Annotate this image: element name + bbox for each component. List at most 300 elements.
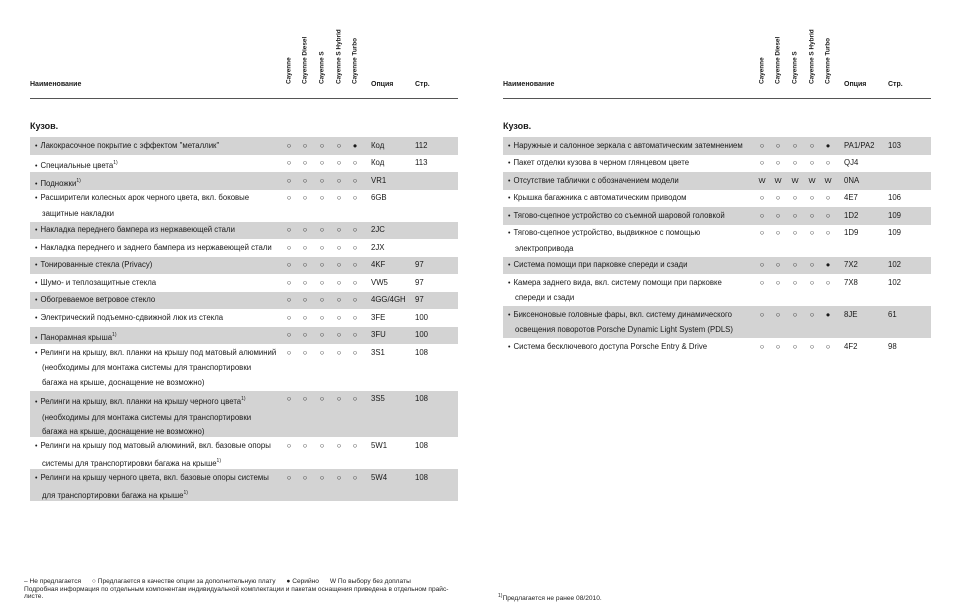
item-name-line bbox=[35, 207, 285, 222]
item-text: Тягово-сцепное устройство, выдвижное с помощью bbox=[513, 228, 701, 237]
item-name-line bbox=[35, 311, 285, 327]
availability-mark: ○ bbox=[352, 394, 358, 403]
availability-mark: ○ bbox=[319, 394, 325, 403]
item-name bbox=[508, 276, 758, 306]
option-code: 2JC bbox=[371, 225, 385, 234]
availability-mark: ○ bbox=[352, 193, 358, 202]
item-name-line bbox=[508, 174, 758, 190]
availability-mark: W bbox=[758, 175, 766, 185]
footnote-ref: 1) bbox=[76, 177, 81, 184]
availability-mark: ○ bbox=[286, 394, 292, 403]
availability-mark: ○ bbox=[286, 440, 292, 450]
availability-mark: ○ bbox=[319, 225, 325, 234]
model-header-cayenne-s: Cayenne S bbox=[791, 51, 799, 84]
item-text: электропривода bbox=[515, 243, 574, 253]
model-header-cayenne-s: Cayenne S bbox=[318, 51, 326, 84]
bullet-icon: • bbox=[35, 297, 38, 304]
bullet-icon: • bbox=[35, 474, 38, 482]
item-text: Наружные и салонное зеркала с автоматическим затемнением bbox=[513, 140, 743, 150]
item-name-line bbox=[508, 323, 758, 338]
availability-mark: ○ bbox=[336, 330, 342, 339]
availability-mark: ○ bbox=[302, 260, 308, 269]
footnote-marker: 1) bbox=[498, 593, 503, 599]
availability-mark: ○ bbox=[792, 158, 798, 167]
option-code: PA1/PA2 bbox=[844, 140, 875, 150]
availability-mark: ○ bbox=[302, 158, 308, 167]
availability-mark: ○ bbox=[336, 242, 342, 252]
item-name bbox=[35, 276, 285, 292]
availability-mark: ○ bbox=[825, 193, 831, 202]
availability-mark: ○ bbox=[302, 225, 308, 234]
item-text: Электрический подъемно-сдвижной люк из стекла bbox=[40, 312, 224, 322]
item-name-line bbox=[35, 293, 285, 309]
item-name-line bbox=[508, 191, 758, 207]
item-name-line bbox=[35, 276, 285, 292]
availability-mark: ○ bbox=[759, 228, 765, 237]
availability-mark: ○ bbox=[319, 260, 325, 269]
item-text: Система бесключевого доступа Porsche Entry & Drive bbox=[513, 341, 708, 351]
availability-mark: ○ bbox=[319, 330, 325, 339]
availability-mark: ○ bbox=[286, 175, 292, 185]
item-text: Панорамная крыша bbox=[40, 333, 113, 342]
table-row bbox=[30, 469, 458, 501]
model-header-cayenne-turbo: Cayenne Turbo bbox=[824, 37, 832, 84]
item-text: багажа на крыше, доснащение не возможно) bbox=[42, 427, 205, 436]
legend-optional: ○ Предлагается в качестве опции за дополнительную плату bbox=[91, 578, 276, 585]
availability-mark: ○ bbox=[825, 341, 831, 351]
availability-mark: ○ bbox=[302, 277, 308, 287]
availability-mark: W bbox=[774, 175, 782, 185]
page-number: 106 bbox=[888, 193, 902, 202]
availability-mark: ○ bbox=[809, 140, 815, 150]
item-name-line bbox=[35, 411, 285, 426]
table-row bbox=[30, 137, 458, 155]
availability-mark: ○ bbox=[759, 158, 765, 167]
availability-mark: ○ bbox=[775, 309, 781, 319]
availability-mark: ○ bbox=[759, 140, 765, 150]
availability-mark: ○ bbox=[775, 277, 781, 287]
page-number: 109 bbox=[888, 228, 902, 237]
table-row bbox=[30, 257, 458, 275]
availability-mark: ○ bbox=[336, 193, 342, 202]
item-text: Крышка багажника с автоматическим приводом bbox=[513, 193, 687, 202]
page-number: 97 bbox=[415, 260, 424, 269]
page-number: 102 bbox=[888, 260, 902, 269]
availability-mark: ○ bbox=[286, 472, 292, 482]
availability-mark: ○ bbox=[319, 277, 325, 287]
footnote-ref: 1) bbox=[183, 490, 188, 496]
availability-mark: ○ bbox=[352, 312, 358, 322]
availability-mark: ○ bbox=[286, 312, 292, 322]
bullet-icon: • bbox=[508, 142, 511, 150]
bullet-icon: • bbox=[35, 180, 38, 188]
option-code: 3S1 bbox=[371, 347, 385, 357]
table-row bbox=[503, 190, 931, 208]
footnote-text: Предлагается не ранее 08/2010. bbox=[502, 595, 602, 603]
option-code: 3FE bbox=[371, 312, 386, 322]
footnote-ref: 1) bbox=[112, 332, 117, 338]
bullet-icon: • bbox=[35, 227, 38, 234]
item-text: Подножки bbox=[40, 178, 77, 188]
item-text: Система помощи при парковке спереди и сзади bbox=[513, 260, 688, 269]
availability-mark: ○ bbox=[792, 193, 798, 202]
option-code: 1D9 bbox=[844, 228, 859, 237]
availability-mark: ○ bbox=[792, 277, 798, 287]
bullet-icon: • bbox=[35, 262, 38, 269]
table-row bbox=[503, 137, 931, 155]
option-code: 7X2 bbox=[844, 260, 858, 269]
availability-mark: ○ bbox=[286, 140, 292, 150]
item-text: Тягово-сцепное устройство со съемной шаровой головкой bbox=[513, 210, 725, 220]
table-row bbox=[30, 391, 458, 438]
availability-mark: ○ bbox=[352, 440, 358, 450]
item-name bbox=[508, 308, 758, 338]
item-text: Специальные цвета bbox=[40, 161, 114, 170]
item-text: Накладка переднего и заднего бампера из нержавеющей стали bbox=[40, 242, 272, 252]
availability-mark: ○ bbox=[775, 210, 781, 220]
availability-mark: ○ bbox=[319, 295, 325, 304]
availability-mark: ○ bbox=[809, 260, 815, 269]
table-row bbox=[503, 306, 931, 338]
availability-mark: ○ bbox=[352, 260, 358, 269]
item-text: системы для транспортировки багажа на крыше bbox=[42, 459, 217, 468]
table-row bbox=[503, 338, 931, 356]
item-text: Лакокрасочное покрытие с эффектом "металлик" bbox=[40, 140, 220, 150]
page-number: 108 bbox=[415, 347, 429, 357]
page-number: 113 bbox=[415, 158, 428, 167]
page-number: 61 bbox=[888, 309, 897, 319]
item-name-line bbox=[35, 223, 285, 239]
availability-mark: ○ bbox=[302, 440, 308, 450]
item-text: Пакет отделки кузова в черном глянцевом цвете bbox=[513, 158, 690, 167]
option-code: 0NA bbox=[844, 175, 860, 185]
item-text: (необходимы для монтажа системы для транспортировки bbox=[42, 363, 252, 372]
table-row bbox=[30, 172, 458, 190]
option-code: Код bbox=[371, 158, 385, 167]
model-header-cayenne-s-hybrid: Cayenne S Hybrid bbox=[808, 29, 816, 84]
availability-mark: ● bbox=[825, 260, 831, 269]
availability-mark: ○ bbox=[319, 312, 325, 322]
availability-mark: ○ bbox=[319, 193, 325, 202]
availability-mark: ○ bbox=[302, 175, 308, 185]
page-number: 97 bbox=[415, 277, 424, 287]
page-number: 108 bbox=[415, 394, 429, 403]
availability-mark: ○ bbox=[336, 440, 342, 450]
page-number: 98 bbox=[888, 341, 897, 351]
option-column-header: Опция bbox=[844, 81, 867, 88]
availability-mark: ○ bbox=[825, 210, 831, 220]
option-code: 8JE bbox=[844, 309, 858, 319]
table-row bbox=[30, 344, 458, 391]
availability-mark: ○ bbox=[759, 309, 765, 319]
item-text: багажа на крыше, доснащение не возможно) bbox=[42, 377, 205, 387]
page-number: 100 bbox=[415, 312, 429, 322]
availability-mark: ○ bbox=[352, 225, 358, 234]
availability-mark: ○ bbox=[319, 440, 325, 450]
model-header-cayenne-diesel: Cayenne Diesel bbox=[774, 36, 782, 84]
table-row bbox=[30, 155, 458, 173]
availability-mark: ○ bbox=[319, 347, 325, 357]
availability-mark: W bbox=[808, 175, 816, 185]
item-text: спереди и сзади bbox=[515, 293, 575, 302]
availability-mark: ○ bbox=[352, 295, 358, 304]
option-code: Код bbox=[371, 140, 385, 150]
bullet-icon: • bbox=[35, 279, 38, 287]
page-number: 97 bbox=[415, 295, 424, 304]
availability-mark: ○ bbox=[336, 295, 342, 304]
availability-mark: ○ bbox=[319, 472, 325, 482]
option-code: 4GG/4GH bbox=[371, 295, 406, 304]
item-name bbox=[35, 258, 285, 274]
availability-mark: ○ bbox=[336, 472, 342, 482]
item-name bbox=[35, 392, 285, 440]
availability-mark: ○ bbox=[759, 210, 765, 220]
availability-mark: ○ bbox=[809, 341, 815, 351]
availability-mark: ○ bbox=[336, 158, 342, 167]
item-name-line bbox=[35, 191, 285, 207]
availability-mark: ● bbox=[825, 309, 831, 319]
availability-mark: ○ bbox=[286, 295, 292, 304]
bullet-icon: • bbox=[35, 442, 38, 450]
table-row bbox=[503, 155, 931, 173]
availability-mark: ○ bbox=[775, 193, 781, 202]
section-title: Кузов. bbox=[30, 121, 59, 131]
section-title: Кузов. bbox=[503, 121, 532, 131]
availability-mark: ○ bbox=[352, 330, 358, 339]
equipment-table bbox=[503, 137, 931, 356]
table-row bbox=[30, 292, 458, 310]
availability-mark: ○ bbox=[352, 158, 358, 167]
bullet-icon: • bbox=[508, 343, 511, 351]
availability-mark: ○ bbox=[286, 260, 292, 269]
availability-mark: ○ bbox=[286, 225, 292, 234]
availability-mark: ○ bbox=[336, 260, 342, 269]
item-name bbox=[508, 174, 758, 190]
item-text: защитные накладки bbox=[42, 208, 115, 218]
item-name-line bbox=[508, 226, 758, 242]
availability-mark: ○ bbox=[759, 277, 765, 287]
footnote-ref: 1) bbox=[241, 396, 246, 402]
availability-mark: W bbox=[824, 175, 832, 185]
equipment-table bbox=[30, 137, 458, 501]
item-text: освещения поворотов Porsche Dynamic Light System (PDLS) bbox=[515, 325, 733, 334]
table-header bbox=[30, 30, 458, 99]
availability-mark: ○ bbox=[809, 193, 815, 202]
item-text: Камера заднего вида, вкл. систему помощи при парковке bbox=[513, 277, 722, 287]
item-name bbox=[35, 346, 285, 391]
item-text: Биксеноновые головные фары, вкл. систему динамического bbox=[513, 309, 732, 319]
option-code: 7X8 bbox=[844, 277, 858, 287]
option-code: 3S5 bbox=[371, 394, 385, 403]
table-row bbox=[503, 172, 931, 190]
option-code: VR1 bbox=[371, 175, 387, 185]
option-code: 6GB bbox=[371, 193, 387, 202]
bullet-icon: • bbox=[35, 314, 38, 322]
availability-mark: ○ bbox=[792, 260, 798, 269]
availability-mark: ○ bbox=[825, 277, 831, 287]
availability-mark: ○ bbox=[352, 347, 358, 357]
availability-mark: ○ bbox=[775, 260, 781, 269]
footnote bbox=[498, 593, 602, 602]
item-name-line bbox=[35, 376, 285, 391]
name-column-header: Наименование bbox=[30, 81, 82, 88]
availability-mark: ○ bbox=[302, 140, 308, 150]
item-name-line bbox=[508, 156, 758, 172]
table-row bbox=[503, 207, 931, 225]
table-row bbox=[503, 257, 931, 275]
item-name bbox=[508, 340, 758, 356]
option-code: 5W4 bbox=[371, 472, 388, 482]
item-text: Релинги на крышу черного цвета, вкл. базовые опоры системы bbox=[40, 472, 269, 482]
bullet-icon: • bbox=[35, 335, 38, 342]
bullet-icon: • bbox=[508, 311, 511, 319]
option-code: 4E7 bbox=[844, 193, 858, 202]
page-number: 102 bbox=[888, 277, 902, 287]
option-code: 4KF bbox=[371, 260, 386, 269]
model-header-cayenne-turbo: Cayenne Turbo bbox=[351, 37, 359, 84]
item-name-line bbox=[508, 276, 758, 292]
item-name-line bbox=[508, 209, 758, 225]
item-name-line bbox=[35, 361, 285, 376]
option-code: 1D2 bbox=[844, 210, 859, 220]
availability-mark: ○ bbox=[792, 228, 798, 237]
item-text: Релинги на крышу, вкл. планки на крышу под матовый алюминий bbox=[40, 347, 277, 357]
item-text: Релинги на крышу под матовый алюминий, вкл. базовые опоры bbox=[40, 440, 271, 450]
item-name bbox=[508, 258, 758, 274]
name-column-header: Наименование bbox=[503, 81, 555, 88]
table-row bbox=[30, 309, 458, 327]
table-row bbox=[30, 239, 458, 257]
bullet-icon: • bbox=[35, 195, 38, 202]
left-page bbox=[30, 0, 458, 501]
item-name-line bbox=[35, 346, 285, 362]
item-name bbox=[508, 226, 758, 256]
availability-mark: ○ bbox=[302, 330, 308, 339]
availability-mark: ○ bbox=[286, 330, 292, 339]
item-text: Обогреваемое ветровое стекло bbox=[40, 295, 156, 304]
item-name-line bbox=[508, 242, 758, 257]
availability-mark: ○ bbox=[319, 175, 325, 185]
footnote-ref: 1) bbox=[216, 458, 221, 464]
availability-mark: ○ bbox=[825, 158, 831, 167]
availability-mark: ○ bbox=[759, 260, 765, 269]
table-row bbox=[30, 274, 458, 292]
availability-mark: ○ bbox=[792, 140, 798, 150]
availability-mark: ○ bbox=[319, 140, 325, 150]
availability-mark: ○ bbox=[759, 341, 765, 351]
item-name-line bbox=[35, 139, 285, 155]
availability-mark: ○ bbox=[792, 341, 798, 351]
availability-mark: ○ bbox=[352, 175, 358, 185]
option-code: 4F2 bbox=[844, 341, 858, 351]
item-name-line bbox=[35, 471, 285, 487]
footnote-ref: 1) bbox=[113, 160, 118, 166]
model-header-cayenne: Cayenne bbox=[758, 57, 766, 84]
page-number: 108 bbox=[415, 440, 429, 450]
item-text: для транспортировки багажа на крыше bbox=[42, 491, 184, 500]
item-name bbox=[508, 156, 758, 172]
availability-mark: ○ bbox=[809, 210, 815, 220]
option-code: 2JX bbox=[371, 242, 385, 252]
item-name bbox=[35, 139, 285, 155]
bullet-icon: • bbox=[508, 262, 511, 269]
availability-mark: ○ bbox=[809, 309, 815, 319]
availability-mark: ○ bbox=[336, 277, 342, 287]
availability-mark: ○ bbox=[286, 347, 292, 357]
bullet-icon: • bbox=[35, 142, 38, 150]
table-row bbox=[30, 222, 458, 240]
item-name bbox=[35, 241, 285, 257]
availability-mark: ○ bbox=[759, 193, 765, 202]
availability-mark: ○ bbox=[792, 309, 798, 319]
item-name-line bbox=[35, 241, 285, 257]
availability-mark: ● bbox=[352, 140, 358, 150]
table-row bbox=[30, 437, 458, 469]
item-name bbox=[35, 223, 285, 239]
item-text: Релинги на крышу, вкл. планки на крышу черного цвета bbox=[40, 397, 242, 406]
bullet-icon: • bbox=[508, 195, 511, 202]
table-row bbox=[503, 225, 931, 257]
availability-mark: ○ bbox=[319, 242, 325, 252]
availability-mark: ○ bbox=[319, 158, 325, 167]
availability-mark: ○ bbox=[302, 472, 308, 482]
legend-choice: W По выбору без доплаты bbox=[329, 578, 411, 585]
model-header-cayenne: Cayenne bbox=[285, 57, 293, 84]
legend-standard: ● Серийно bbox=[286, 578, 319, 585]
right-page bbox=[503, 0, 931, 356]
bullet-icon: • bbox=[35, 399, 38, 406]
availability-mark: ○ bbox=[336, 225, 342, 234]
page-number: 109 bbox=[888, 210, 902, 220]
availability-mark: ○ bbox=[775, 228, 781, 237]
item-text: Шумо- и теплозащитные стекла bbox=[40, 277, 157, 287]
item-name-line bbox=[35, 439, 285, 455]
availability-mark: ○ bbox=[825, 228, 831, 237]
bullet-icon: • bbox=[508, 177, 511, 185]
item-name-line bbox=[508, 340, 758, 356]
legend-note: Подробная информация по отдельным компонентам индивидуальной комплектации и пакетам оснащения приведена в отдельном прайс-листе. bbox=[24, 585, 449, 601]
option-code: 3FU bbox=[371, 330, 386, 339]
page-number: 112 bbox=[415, 140, 428, 150]
availability-mark: ○ bbox=[302, 312, 308, 322]
availability-mark: ○ bbox=[336, 347, 342, 357]
availability-mark: W bbox=[791, 175, 799, 185]
item-text: Отсутствие таблички с обозначением модели bbox=[513, 175, 679, 185]
availability-mark: ○ bbox=[302, 242, 308, 252]
bullet-icon: • bbox=[35, 163, 38, 170]
item-text: Накладка переднего бампера из нержавеющей стали bbox=[40, 225, 235, 234]
model-header-cayenne-s-hybrid: Cayenne S Hybrid bbox=[335, 29, 343, 84]
item-text: (необходимы для монтажа системы для транспортировки bbox=[42, 412, 252, 422]
availability-mark: ○ bbox=[336, 175, 342, 185]
availability-mark: ○ bbox=[336, 312, 342, 322]
item-name-line bbox=[35, 392, 285, 411]
item-name-line bbox=[508, 308, 758, 324]
item-text: Расширители колесных арок черного цвета, вкл. боковые bbox=[40, 193, 250, 202]
item-name bbox=[35, 311, 285, 327]
availability-mark: ○ bbox=[302, 193, 308, 202]
item-name bbox=[35, 439, 285, 472]
option-column-header: Опция bbox=[371, 81, 394, 88]
availability-mark: ○ bbox=[775, 158, 781, 167]
item-name bbox=[35, 293, 285, 309]
availability-mark: ○ bbox=[809, 228, 815, 237]
legend bbox=[24, 578, 454, 601]
item-name-line bbox=[35, 486, 285, 504]
bullet-icon: • bbox=[35, 349, 38, 357]
item-name bbox=[508, 139, 758, 155]
model-header-cayenne-diesel: Cayenne Diesel bbox=[301, 36, 309, 84]
